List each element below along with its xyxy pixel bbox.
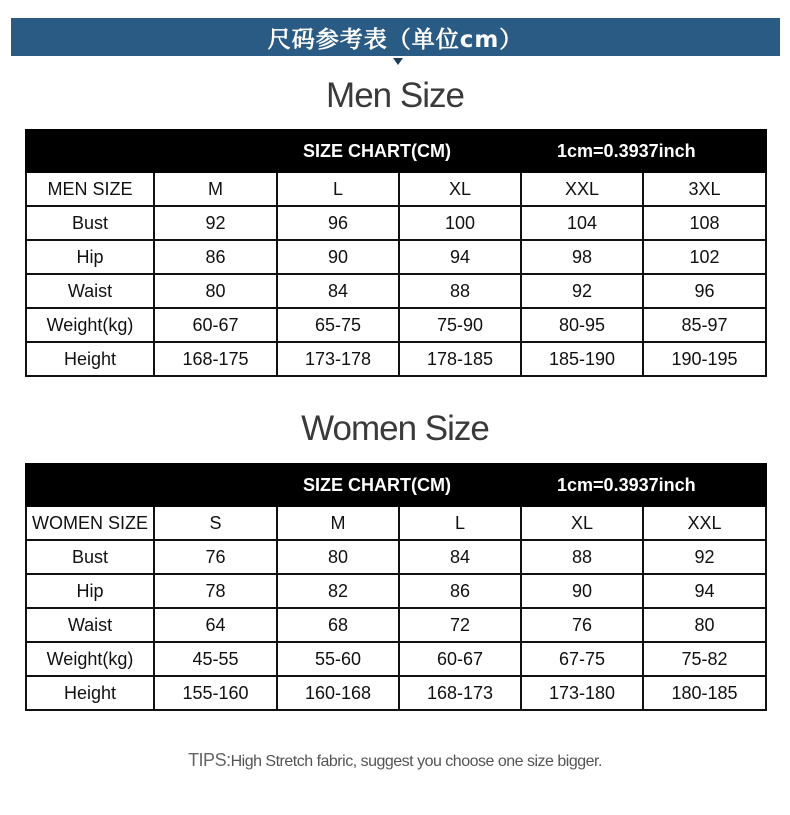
men-size-header-row (26, 172, 766, 206)
table-cell: 102 (643, 240, 766, 274)
table-cell: 98 (521, 240, 643, 274)
table-cell: XL (521, 506, 643, 540)
table-cell: XXL (643, 506, 766, 540)
table-cell: 76 (154, 540, 277, 574)
table-cell: 100 (399, 206, 521, 240)
table-cell: 86 (154, 240, 277, 274)
table-cell: Hip (26, 240, 154, 274)
table-cell: 92 (154, 206, 277, 240)
banner-title: 尺码参考表（单位cm） (267, 26, 524, 53)
table-row (26, 308, 766, 342)
table-cell: 155-160 (154, 676, 277, 710)
table-row (26, 206, 766, 240)
table-cell: 75-90 (399, 308, 521, 342)
table-cell: M (277, 506, 399, 540)
table-row (26, 642, 766, 676)
table-cell: 180-185 (643, 676, 766, 710)
table-row (26, 540, 766, 574)
table-cell: 55-60 (277, 642, 399, 676)
table-cell: Weight(kg) (26, 308, 154, 342)
women-chart-title: SIZE CHART(CM) (277, 464, 521, 506)
women-table-header-bar (26, 464, 766, 506)
table-cell: 78 (154, 574, 277, 608)
table-cell: 72 (399, 608, 521, 642)
table-cell: 168-175 (154, 342, 277, 376)
table-cell: 96 (643, 274, 766, 308)
table-cell: 60-67 (399, 642, 521, 676)
table-cell: Bust (26, 206, 154, 240)
women-size-table (25, 463, 767, 711)
table-cell: WOMEN SIZE (26, 506, 154, 540)
tips-label: TIPS: (188, 750, 231, 770)
table-cell: Height (26, 342, 154, 376)
men-chart-title: SIZE CHART(CM) (277, 130, 521, 172)
table-cell: 94 (399, 240, 521, 274)
table-cell: L (399, 506, 521, 540)
men-table-header-bar (26, 130, 766, 172)
table-cell: 185-190 (521, 342, 643, 376)
table-cell: Bust (26, 540, 154, 574)
table-cell: XL (399, 172, 521, 206)
table-cell: 80-95 (521, 308, 643, 342)
size-reference-banner (11, 18, 780, 56)
table-cell: 75-82 (643, 642, 766, 676)
table-cell: 80 (643, 608, 766, 642)
table-cell: 160-168 (277, 676, 399, 710)
sizing-tip (0, 750, 790, 771)
table-cell: MEN SIZE (26, 172, 154, 206)
tips-text: High Stretch fabric, suggest you choose one size bigger. (230, 753, 602, 770)
table-cell: 60-67 (154, 308, 277, 342)
table-cell: 3XL (643, 172, 766, 206)
table-cell: 64 (154, 608, 277, 642)
table-cell: 96 (277, 206, 399, 240)
banner-pointer-icon (393, 58, 403, 65)
table-cell: XXL (521, 172, 643, 206)
table-cell: S (154, 506, 277, 540)
table-cell: 84 (277, 274, 399, 308)
table-cell: 173-178 (277, 342, 399, 376)
table-cell: Waist (26, 274, 154, 308)
table-cell: 68 (277, 608, 399, 642)
men-size-table (25, 129, 767, 377)
men-size-title: Men Size (326, 76, 464, 115)
women-size-header-row (26, 506, 766, 540)
table-cell: 94 (643, 574, 766, 608)
table-row (26, 676, 766, 710)
table-row (26, 274, 766, 308)
table-cell: 86 (399, 574, 521, 608)
table-cell: 90 (277, 240, 399, 274)
men-unit-conversion: 1cm=0.3937inch (521, 130, 766, 172)
table-cell: 82 (277, 574, 399, 608)
table-cell: 104 (521, 206, 643, 240)
table-cell: Waist (26, 608, 154, 642)
table-cell: M (154, 172, 277, 206)
table-cell: 76 (521, 608, 643, 642)
table-row (26, 342, 766, 376)
table-row (26, 574, 766, 608)
table-row (26, 608, 766, 642)
table-cell: Hip (26, 574, 154, 608)
table-cell: 168-173 (399, 676, 521, 710)
women-unit-conversion: 1cm=0.3937inch (521, 464, 766, 506)
table-cell: 80 (277, 540, 399, 574)
table-cell: Weight(kg) (26, 642, 154, 676)
table-cell: 92 (521, 274, 643, 308)
table-row (26, 240, 766, 274)
table-cell: 88 (521, 540, 643, 574)
table-cell: 85-97 (643, 308, 766, 342)
table-cell: 108 (643, 206, 766, 240)
table-cell: 45-55 (154, 642, 277, 676)
table-cell: 90 (521, 574, 643, 608)
table-cell: 80 (154, 274, 277, 308)
women-size-title: Women Size (301, 409, 489, 448)
table-cell: 190-195 (643, 342, 766, 376)
table-cell: Height (26, 676, 154, 710)
table-cell: 173-180 (521, 676, 643, 710)
table-cell: 92 (643, 540, 766, 574)
table-cell: 178-185 (399, 342, 521, 376)
table-cell: 84 (399, 540, 521, 574)
table-cell: 88 (399, 274, 521, 308)
table-cell: 65-75 (277, 308, 399, 342)
table-cell: 67-75 (521, 642, 643, 676)
table-cell: L (277, 172, 399, 206)
